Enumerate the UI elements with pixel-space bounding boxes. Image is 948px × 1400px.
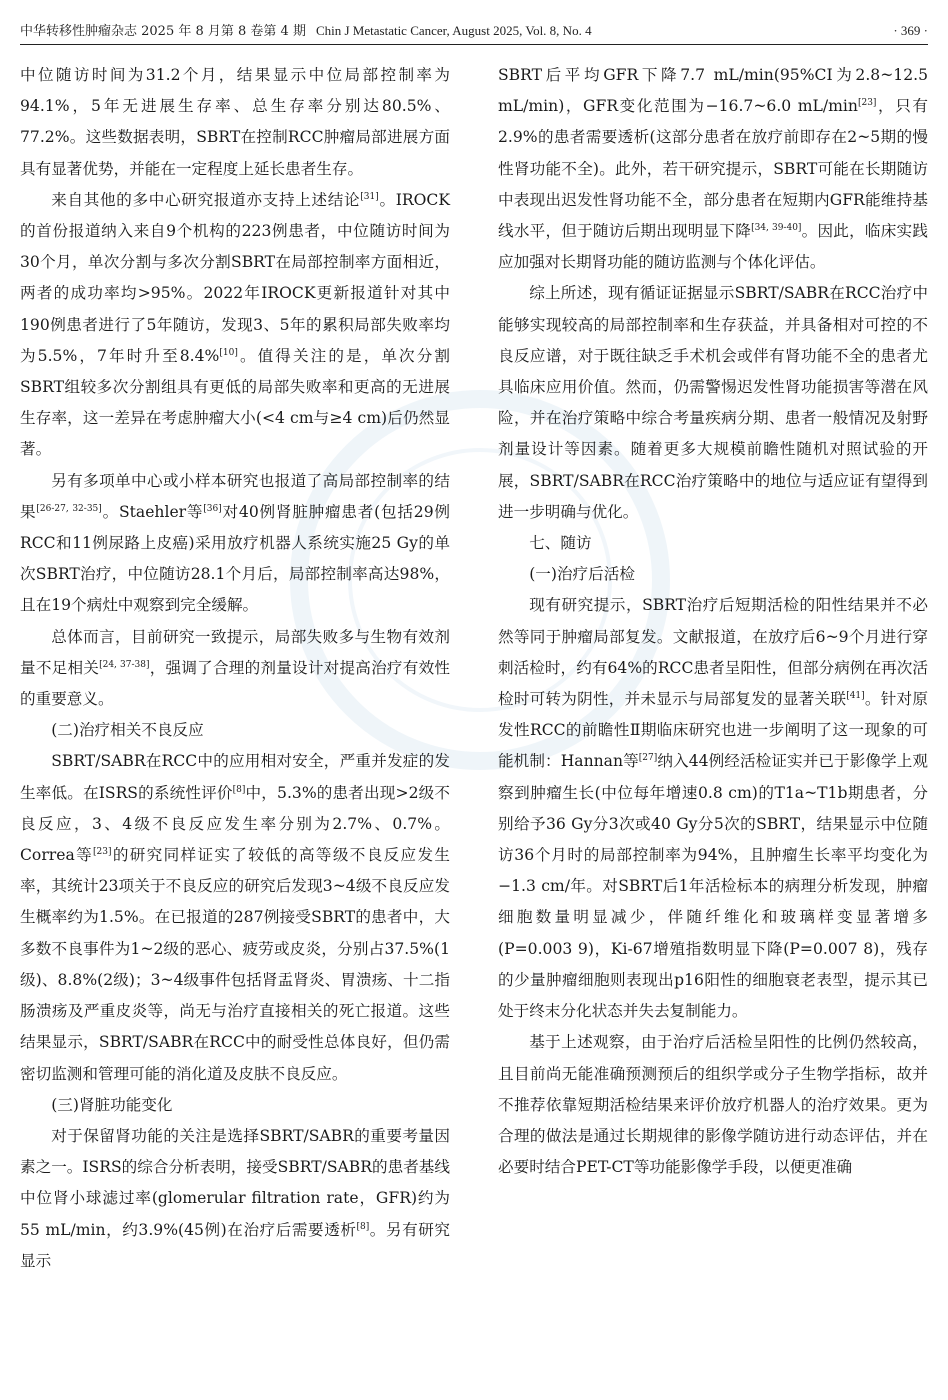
paragraph: 基于上述观察，由于治疗后活检呈阳性的比例仍然较高，且目前尚无能准确预测预后的组织学或分子生物学指标，故并不推荐依靠短期活检结果来评价放疗机器人的治疗效果。更为合理的做法是通过长期规律的影像学随访进行动态评估，并在必要时结合PET-CT等功能影像学手段，以便更准确: [498, 1033, 928, 1177]
running-header: [20, 18, 928, 45]
section-heading: (三)肾脏功能变化: [51, 1095, 173, 1114]
section-heading: (二)治疗相关不良反应: [51, 721, 204, 740]
citation[interactable]: [41]: [846, 690, 865, 701]
paragraph: 中位随访时间为31.2个月，结果显示中位局部控制率为94.1%，5年无进展生存率、总生存率分别达80.5%、77.2%。这些数据表明，SBRT在控制RCC肿瘤局部进展方面具有显著优势，并能在一定程度上延长患者生存。: [20, 66, 450, 178]
right-column: [498, 60, 928, 1183]
page-number: · 369 ·: [893, 23, 928, 38]
citation[interactable]: [36]: [203, 503, 222, 514]
paragraph: SBRT后平均GFR下降7.7 mL/min(95%CI为2.8~12.5 mL/min)，GFR变化范围为−16.7~6.0 mL/min[23]，只有2.9%的患者需要透析(这部分患者在放疗前即存在2~5期的慢性肾功能不全)。此外，若干研究提示，SBRT可能在长期随访中表现出迟发性肾功能不全，部分患者在短期内GFR能维持基线水平，但于随访后期出现明显下降[34, 39-40]。因此，临床实践应加强对长期肾功能的随访监测与个体化评估。: [498, 66, 928, 272]
subsection-heading: (一)治疗后活检: [529, 565, 635, 584]
publisher-watermark: [0, 1374, 440, 1400]
section-heading: 七、随访: [529, 534, 592, 553]
citation[interactable]: [8]: [356, 1221, 370, 1232]
journal-title-en: Chin J Metastatic Cancer, August 2025, Vol. 8, No. 4: [315, 23, 592, 38]
citation[interactable]: [10]: [219, 347, 238, 358]
citation[interactable]: [27]: [638, 753, 658, 764]
paragraph: 总体而言，目前研究一致提示，局部失败多与生物有效剂量不足相关[24, 37-38]，强调了合理的剂量设计对提高治疗有效性的重要意义。: [20, 627, 450, 709]
paragraph: 对于保留肾功能的关注是选择SBRT/SABR的重要考量因素之一。ISRS的综合分析表明，接受SBRT/SABR的患者基线中位肾小球滤过率(glomerular filtration rate，GFR)约为55 mL/min，约3.9%(45例)在治疗后需要透析[8]。另有研究显示: [20, 1126, 450, 1270]
citation[interactable]: [23]: [857, 98, 877, 109]
journal-title-cn: 中华转移性肿瘤杂志 2025 年 8 月第 8 卷第 4 期: [20, 24, 306, 39]
paragraph: 来自其他的多中心研究报道亦支持上述结论[31]。IROCK的首份报道纳入来自9个机构的223例患者，中位随访时间为30个月，单次分割与多次分割SBRT在局部控制率方面相近，两者的成功率均>95%。2022年IROCK更新报道针对其中190例患者进行了5年随访，发现3、5年的累积局部失败率均为5.5%，7年时升至8.4%[10]。值得关注的是，单次分割SBRT组较多次分割组具有更低的局部失败率和更高的无进展生存率，这一差异在考虑肿瘤大小(<4 cm与≥4 cm)后仍然显著。: [20, 190, 450, 459]
paragraph: 现有研究提示，SBRT治疗后短期活检的阳性结果并不必然等同于肿瘤局部复发。文献报道，在放疗后6~9个月进行穿刺活检时，约有64%的RCC患者呈阳性，但部分病例在再次活检时可转为阴性，并未显示与局部复发的显著关联[41]。针对原发性RCC的前瞻性Ⅱ期临床研究也进一步阐明了这一现象的可能机制：Hannan等[27]纳入44例经活检证实并已于影像学上观察到肿瘤生长(中位每年增速0.8 cm)的T1a~T1b期患者，分别给予36 Gy分3次或40 Gy分5次的SBRT，结果显示中位随访36个月时的局部控制率为94%，且肿瘤生长率平均变化为−1.3 cm/年。对SBRT后1年活检标本的病理分析发现，肿瘤细胞数量明显减少，伴随纤维化和玻璃样变显著增多(P=0.003 9)，Ki-67增殖指数明显下降(P=0.007 8)，残存的少量肿瘤细胞则表现出p16阳性的细胞衰老表型，提示其已处于终末分化状态并失去复制能力。: [498, 596, 928, 1021]
citation[interactable]: [26-27, 32-35]: [36, 503, 102, 514]
paragraph: 另有多项单中心或小样本研究也报道了高局部控制率的结果[26-27, 32-35]。Staehler等[36]对40例肾脏肿瘤患者(包括29例RCC和11例尿路上皮癌)采用放疗机器人系统实施25 Gy的单次SBRT治疗，中位随访28.1个月后，局部控制率高达98%，且在19个病灶中观察到完全缓解。: [20, 471, 450, 615]
citation[interactable]: [31]: [360, 191, 379, 202]
citation[interactable]: [23]: [93, 846, 112, 857]
paragraph: SBRT/SABR在RCC中的应用相对安全，严重并发症的发生率低。在ISRS的系统性评价[8]中，5.3%的患者出现>2级不良反应，3、4级不良反应发生率分别为2.7%、0.7%。Correa等[23]的研究同样证实了较低的高等级不良反应发生率，其统计23项关于不良反应的研究后发现3~4级不良反应发生概率约为1.5%。在已报道的287例接受SBRT的患者中，大多数不良事件为1~2级的恶心、疲劳或皮炎，分别占37.5%(1级)、8.8%(2级)；3~4级事件包括肾盂肾炎、胃溃疡、十二指肠溃疡及严重皮炎等，尚无与治疗直接相关的死亡报道。这些结果显示，SBRT/SABR在RCC中的耐受性总体良好，但仍需密切监测和管理可能的消化道及皮肤不良反应。: [20, 752, 450, 1083]
citation[interactable]: [24, 37-38]: [99, 659, 150, 670]
citation[interactable]: [34, 39-40]: [751, 222, 802, 233]
citation[interactable]: [8]: [232, 784, 246, 795]
left-column: [20, 60, 450, 1277]
paragraph: 综上所述，现有循证证据显示SBRT/SABR在RCC治疗中能够实现较高的局部控制率和生存获益，并具备相对可控的不良反应谱，对于既往缺乏手术机会或伴有肾功能不全的患者尤具临床应用价值。然而，仍需警惕迟发性肾功能损害等潜在风险，并在治疗策略中综合考量疾病分期、患者一般情况及射野剂量设计等因素。随着更多大规模前瞻性随机对照试验的开展，SBRT/SABR在RCC治疗策略中的地位与适应证有望得到进一步明确与优化。: [498, 284, 928, 521]
journal-info: [20, 18, 592, 45]
